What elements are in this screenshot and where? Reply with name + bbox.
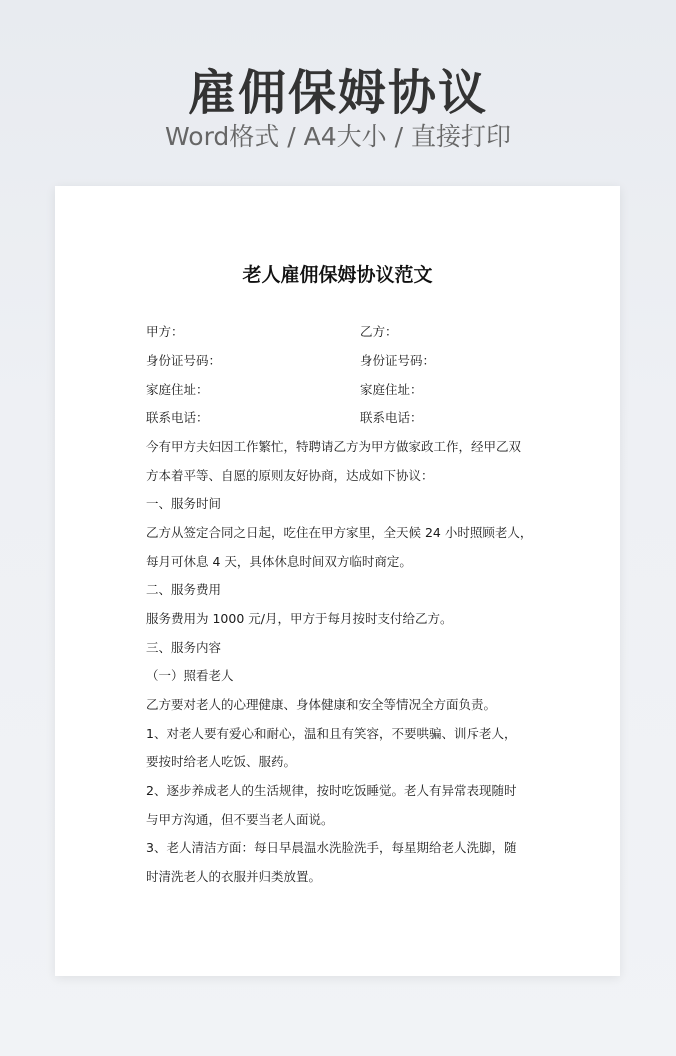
party-b-id-label: 身份证号码： (360, 353, 436, 368)
document-page (55, 186, 620, 976)
section-heading-service-fee: 二、服务费用 (146, 582, 222, 597)
item-3-line-1: 3、老人清洁方面：每日早晨温水洗脸洗手，每星期给老人洗脚，随 (146, 840, 517, 855)
service-fee-line: 服务费用为 1000 元/月，甲方于每月按时支付给乙方。 (146, 611, 453, 626)
party-a-name-label: 甲方： (146, 324, 184, 339)
item-3-line-2: 时清洗老人的衣服并归类放置。 (146, 869, 322, 884)
party-a-address-label: 家庭住址： (146, 382, 209, 397)
section-heading-service-content: 三、服务内容 (146, 640, 222, 655)
item-2-line-2: 与甲方沟通，但不要当老人面说。 (146, 812, 334, 827)
party-a-id-label: 身份证号码： (146, 353, 222, 368)
intro-line-2: 方本着平等、自愿的原则友好协商，达成如下协议： (146, 468, 434, 483)
intro-line-1: 今有甲方夫妇因工作繁忙，特聘请乙方为甲方做家政工作，经甲乙双 (146, 439, 522, 454)
banner-title: 雇佣保姆协议 (187, 65, 488, 121)
document-title: 老人雇佣保姆协议范文 (242, 264, 433, 286)
service-time-line-1: 乙方从签定合同之日起，吃住在甲方家里，全天候 24 小时照顾老人， (146, 525, 533, 540)
item-1-line-2: 要按时给老人吃饭、服药。 (146, 754, 297, 769)
item-2-line-1: 2、逐步养成老人的生活规律，按时吃饭睡觉。老人有异常表现随时 (146, 783, 517, 798)
party-a-phone-label: 联系电话： (146, 410, 209, 425)
party-b-name-label: 乙方： (360, 324, 398, 339)
elder-care-line: 乙方要对老人的心理健康、身体健康和安全等情况全方面负责。 (146, 697, 497, 712)
subsection-heading-elder-care: （一）照看老人 (146, 668, 234, 683)
section-heading-service-time: 一、服务时间 (146, 496, 222, 511)
party-b-phone-label: 联系电话： (360, 410, 423, 425)
banner-subtitle: Word格式 / A4大小 / 直接打印 (165, 122, 511, 151)
party-b-address-label: 家庭住址： (360, 382, 423, 397)
service-time-line-2: 每月可休息 4 天，具体休息时间双方临时商定。 (146, 554, 412, 569)
item-1-line-1: 1、对老人要有爱心和耐心，温和且有笑容，不要哄骗、训斥老人， (146, 726, 517, 741)
